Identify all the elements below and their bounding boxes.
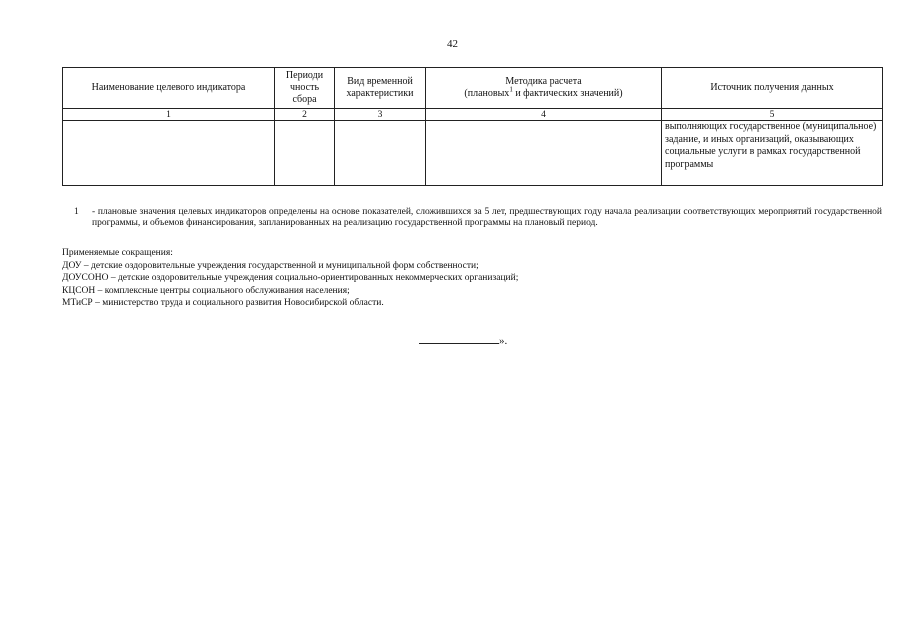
footnote-marker: 1: [74, 207, 79, 217]
table-row: [63, 121, 883, 186]
header-data-source: Источник получения данных: [662, 68, 883, 109]
header-periodicity: Периоди чность сбора: [275, 68, 335, 109]
cell-periodicity: [275, 121, 335, 186]
column-number-5: 5: [662, 109, 883, 121]
table-header-row: [63, 68, 883, 109]
column-number-row: [63, 109, 883, 121]
column-number-2: 2: [275, 109, 335, 121]
abbreviations-title: Применяемые сокращения:: [62, 248, 173, 258]
header-calculation-method: [426, 68, 662, 109]
abbreviation-item: ДОУСОНО – детские оздоровительные учреждения социально-ориентированных некоммерческих организаций;: [62, 273, 519, 284]
abbreviations-block: [62, 247, 882, 310]
closing-quote: ».: [499, 335, 508, 347]
header-method-line2: [429, 85, 658, 100]
indicators-table: [62, 67, 883, 186]
column-number-1: 1: [63, 109, 275, 121]
header-indicator-name: Наименование целевого индикатора: [63, 68, 275, 109]
abbreviation-item: ДОУ – детские оздоровительные учреждения государственной и муниципальной форм собственности;: [62, 260, 479, 271]
signature-line: [419, 333, 499, 344]
header-method-line1: Методика расчета: [505, 76, 582, 87]
footnote-text: - плановые значения целевых индикаторов определены на основе показателей, сложившихся за 5 лет, предшествующих году начала реализации соответствующих мероприятий государственной программы, и объемов финансирования, запланированных на реализацию государственной программы на плановый период.: [92, 207, 882, 228]
cell-calculation-method: [426, 121, 662, 186]
abbreviation-item: КЦСОН – комплексные центры социального обслуживания населения;: [62, 285, 350, 296]
abbreviation-item: МТиСР – министерство труда и социального развития Новосибирской области.: [62, 298, 384, 309]
column-number-4: 4: [426, 109, 662, 121]
header-time-characteristic: Вид временной характеристики: [335, 68, 426, 109]
cell-time-characteristic: [335, 121, 426, 186]
page-number: 42: [447, 38, 458, 50]
footnote: [62, 207, 882, 229]
column-number-3: 3: [335, 109, 426, 121]
closing-mark: [419, 333, 507, 347]
footnote-ref: 1: [509, 85, 513, 94]
cell-data-source: выполняющих государственное (муниципальное) задание, и иных организаций, оказывающих социальные услуги в рамках государственной программы: [662, 121, 883, 186]
header-method-planned: (плановых: [464, 88, 510, 99]
cell-indicator-name: [63, 121, 275, 186]
header-method-actual: и фактических значений): [512, 88, 623, 99]
